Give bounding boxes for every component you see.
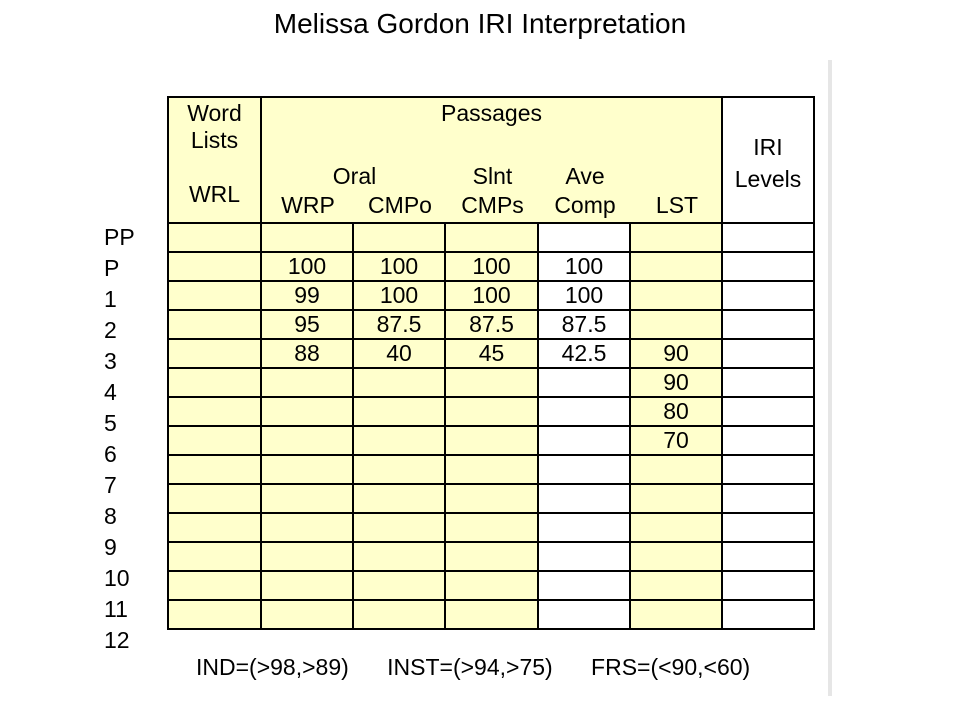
cmps-cell — [445, 542, 538, 571]
passages-title: Passages — [440, 100, 542, 126]
cmpo-cell — [353, 600, 445, 629]
wrp-cell — [261, 397, 353, 426]
cmps-header: CMPs — [461, 192, 524, 218]
table-row — [168, 252, 814, 281]
cmps-cell: 100 — [445, 281, 538, 310]
lst-cell — [630, 542, 722, 571]
inst-criteria: INST=(>94,>75) — [387, 654, 553, 680]
table-row — [168, 600, 814, 629]
wrp-cell: 99 — [261, 281, 353, 310]
wrl-cell — [168, 542, 261, 571]
wrl-cell — [168, 397, 261, 426]
ave-comp-cell — [538, 223, 630, 252]
oral-header: Oral — [332, 163, 377, 189]
table-row — [168, 484, 814, 513]
wrl-header: WRL — [188, 181, 241, 207]
grade-label: 9 — [104, 534, 117, 560]
cmpo-cell: 100 — [353, 281, 445, 310]
cmps-cell — [445, 571, 538, 600]
word-lists-header — [168, 97, 261, 223]
table-row — [168, 542, 814, 571]
table-row — [168, 397, 814, 426]
cmpo-header: CMPo — [368, 192, 432, 218]
cmpo-cell: 100 — [353, 252, 445, 281]
cmpo-cell — [353, 455, 445, 484]
iri-level-cell — [722, 484, 814, 513]
grade-label: 1 — [104, 286, 117, 312]
grade-label: 8 — [104, 503, 117, 529]
lst-cell — [630, 513, 722, 542]
lst-cell: 70 — [630, 426, 722, 455]
ave-comp-cell — [538, 571, 630, 600]
ave-comp-cell — [538, 397, 630, 426]
cmps-cell — [445, 368, 538, 397]
passages-header — [261, 97, 722, 223]
cmpo-cell — [353, 223, 445, 252]
lst-cell — [630, 252, 722, 281]
cmps-cell — [445, 455, 538, 484]
sheet-edge — [828, 60, 832, 696]
table-row — [168, 223, 814, 252]
cmpo-cell — [353, 426, 445, 455]
wrl-cell — [168, 513, 261, 542]
iri-levels-line2: Levels — [734, 166, 802, 192]
wrl-cell — [168, 571, 261, 600]
wrp-header: WRP — [281, 192, 335, 218]
table-row — [168, 513, 814, 542]
cmpo-cell — [353, 513, 445, 542]
cmps-cell — [445, 513, 538, 542]
footer-gap-1 — [349, 654, 387, 680]
iri-level-cell — [722, 426, 814, 455]
lst-cell — [630, 310, 722, 339]
cmpo-cell — [353, 571, 445, 600]
iri-level-cell — [722, 310, 814, 339]
wrl-cell — [168, 455, 261, 484]
cmpo-cell: 87.5 — [353, 310, 445, 339]
table-row — [168, 339, 814, 368]
wrp-cell — [261, 600, 353, 629]
wrp-cell — [261, 455, 353, 484]
grade-label: 4 — [104, 379, 117, 405]
wrp-cell — [261, 426, 353, 455]
grade-label: P — [104, 255, 120, 281]
wrp-cell: 100 — [261, 252, 353, 281]
slnt-header: Slnt — [472, 163, 513, 189]
ave-comp-cell — [538, 513, 630, 542]
wrp-cell — [261, 223, 353, 252]
grade-label: 2 — [104, 317, 117, 343]
iri-level-cell — [722, 368, 814, 397]
iri-levels-header — [722, 97, 814, 223]
cmps-cell — [445, 223, 538, 252]
wrp-cell — [261, 484, 353, 513]
lst-cell — [630, 484, 722, 513]
iri-level-cell — [722, 339, 814, 368]
grade-level-labels — [104, 222, 135, 656]
grade-label: 12 — [104, 627, 130, 653]
table-row — [168, 455, 814, 484]
comp-header: Comp — [554, 192, 616, 218]
iri-level-cell — [722, 252, 814, 281]
cmps-cell — [445, 600, 538, 629]
grade-label: PP — [104, 224, 135, 250]
cmps-cell — [445, 397, 538, 426]
lst-header: LST — [655, 192, 699, 218]
footer-gap-2 — [553, 654, 591, 680]
cmps-cell: 100 — [445, 252, 538, 281]
lst-cell — [630, 281, 722, 310]
wrp-cell — [261, 571, 353, 600]
cmps-cell: 87.5 — [445, 310, 538, 339]
wrp-cell — [261, 513, 353, 542]
cmpo-cell — [353, 397, 445, 426]
word-lists-title — [169, 98, 260, 154]
wrl-cell — [168, 426, 261, 455]
ave-comp-cell: 42.5 — [538, 339, 630, 368]
iri-levels-line1: IRI — [753, 134, 783, 160]
wrp-cell — [261, 542, 353, 571]
word-lists-line2: Lists — [190, 127, 239, 153]
wrl-cell — [168, 484, 261, 513]
table-row — [168, 426, 814, 455]
wrp-cell — [261, 368, 353, 397]
frs-criteria: FRS=(<90,<60) — [591, 654, 751, 680]
ave-comp-cell — [538, 542, 630, 571]
grade-label: 7 — [104, 472, 117, 498]
wrl-cell — [168, 339, 261, 368]
ave-comp-cell: 100 — [538, 281, 630, 310]
ave-comp-cell — [538, 426, 630, 455]
ave-header: Ave — [565, 163, 605, 189]
cmpo-cell — [353, 368, 445, 397]
cmps-cell: 45 — [445, 339, 538, 368]
iri-level-cell — [722, 513, 814, 542]
ave-comp-cell — [538, 368, 630, 397]
lst-cell — [630, 223, 722, 252]
lst-cell — [630, 455, 722, 484]
wrl-cell — [168, 310, 261, 339]
lst-cell — [630, 600, 722, 629]
iri-level-cell — [722, 542, 814, 571]
ave-comp-cell — [538, 455, 630, 484]
iri-level-cell — [722, 600, 814, 629]
grade-label: 3 — [104, 348, 117, 374]
grade-label: 5 — [104, 410, 117, 436]
iri-level-cell — [722, 455, 814, 484]
lst-cell: 90 — [630, 339, 722, 368]
cmpo-cell — [353, 542, 445, 571]
iri-level-cell — [722, 223, 814, 252]
ave-comp-cell — [538, 600, 630, 629]
lst-cell: 90 — [630, 368, 722, 397]
iri-table — [167, 96, 815, 630]
wrl-cell — [168, 600, 261, 629]
cmpo-cell: 40 — [353, 339, 445, 368]
table-row — [168, 310, 814, 339]
iri-level-cell — [722, 397, 814, 426]
page-title: Melissa Gordon IRI Interpretation — [273, 8, 687, 39]
wrp-cell: 88 — [261, 339, 353, 368]
ave-comp-cell: 87.5 — [538, 310, 630, 339]
ave-comp-cell — [538, 484, 630, 513]
cmps-cell — [445, 484, 538, 513]
table-row — [168, 571, 814, 600]
iri-level-cell — [722, 571, 814, 600]
cmpo-cell — [353, 484, 445, 513]
cmps-cell — [445, 426, 538, 455]
ave-comp-cell: 100 — [538, 252, 630, 281]
wrl-cell — [168, 223, 261, 252]
word-lists-line1: Word — [187, 100, 242, 126]
wrp-cell: 95 — [261, 310, 353, 339]
lst-cell — [630, 571, 722, 600]
lst-cell: 80 — [630, 397, 722, 426]
ind-criteria: IND=(>98,>89) — [196, 654, 349, 680]
table-row — [168, 368, 814, 397]
criteria-footer — [196, 654, 750, 681]
table-row — [168, 281, 814, 310]
grade-label: 11 — [104, 596, 128, 622]
iri-level-cell — [722, 281, 814, 310]
wrl-cell — [168, 281, 261, 310]
grade-label: 6 — [104, 441, 117, 467]
wrl-cell — [168, 368, 261, 397]
wrl-cell — [168, 252, 261, 281]
grade-label: 10 — [104, 565, 130, 591]
